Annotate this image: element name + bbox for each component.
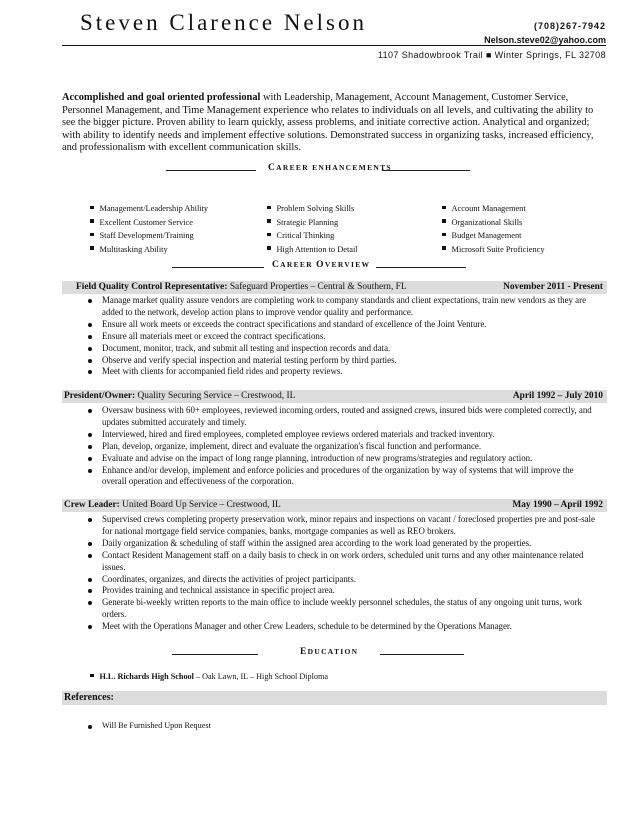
heading-initial-2: O	[316, 260, 325, 270]
skill-item: Critical Thinking	[267, 231, 358, 245]
heading-initial: E	[300, 647, 308, 657]
job-company: United Board Up Service – Crestwood, IL	[119, 500, 281, 510]
skill-item: Management/Leadership Ability	[90, 204, 208, 218]
list-item: Observe and verify special inspection and material testing perform by third parties.	[88, 355, 600, 367]
summary-lead: Accomplished and goal oriented professional	[62, 92, 261, 103]
job-bullets	[88, 514, 600, 633]
career-enhancements-heading	[62, 162, 608, 176]
skills-column-1	[90, 204, 208, 258]
skill-item: Budget Management	[442, 231, 545, 245]
heading-rule-right	[382, 170, 470, 171]
square-bullet-icon	[90, 233, 94, 237]
bullet-icon	[88, 409, 92, 413]
list-item: Daily organization & scheduling of staff within the assigned area according to the work load generated by the properties.	[88, 538, 600, 550]
heading-rule-left	[172, 654, 258, 655]
square-bullet-icon	[90, 246, 94, 250]
phone-number: (708)267-7942	[533, 21, 606, 31]
job-dates: November 2011 - Present	[503, 282, 603, 292]
header-divider	[62, 45, 606, 46]
bullet-icon	[88, 725, 92, 729]
skill-item: Microsoft Suite Proficiency	[442, 245, 545, 259]
job-company: Quality Securing Service – Crestwood, IL	[135, 391, 296, 401]
square-bullet-icon	[267, 219, 271, 223]
bullet-icon	[88, 457, 92, 461]
skill-item: High Attention to Detail	[267, 245, 358, 259]
job-header-bar	[62, 390, 607, 403]
bullet-icon	[88, 542, 92, 546]
square-bullet-icon	[267, 206, 271, 210]
square-bullet-icon	[90, 206, 94, 210]
heading-label	[272, 260, 370, 270]
skill-item: Excellent Customer Service	[90, 218, 208, 232]
career-overview-heading	[62, 259, 608, 273]
bullet-icon	[88, 625, 92, 629]
bullet-icon	[88, 589, 92, 593]
bullet-icon	[88, 578, 92, 582]
summary-text: with Leadership, Management, Account Management, Customer Service, Personnel Management, and Time Management experience who relates to individuals on all levels, and cultivating the ability to see the bigger picture. Proven ability to learn quickly, assess problems, and initiate corrective action. Analytical and organized; with ability to identify needs and implement effective solutions. Demonstrated success in organizing tasks, increased efficiency, and professionalism with excellent communication skills.	[62, 92, 594, 154]
bullet-icon	[88, 518, 92, 522]
skill-item: Account Management	[442, 204, 545, 218]
bullet-icon	[88, 554, 92, 558]
job-title-line	[64, 499, 281, 512]
job-title: President/Owner:	[64, 391, 136, 401]
list-item: Provides training and technical assistance in specific project area.	[88, 585, 600, 597]
professional-summary	[62, 92, 608, 155]
job-dates: May 1990 – April 1992	[512, 500, 603, 510]
list-item: Meet with clients for accompanied field rides and property reviews.	[88, 366, 600, 378]
skill-item: Problem Solving Skills	[267, 204, 358, 218]
job-title: Crew Leader:	[64, 500, 120, 510]
heading-label	[300, 647, 358, 657]
skill-item: Staff Development/Training	[90, 231, 208, 245]
references-heading: References:	[64, 692, 114, 703]
candidate-name: Steven Clarence Nelson	[80, 10, 367, 35]
heading-rule-right	[380, 654, 464, 655]
job-company: Safeguard Properties – Central & Southern, FL	[227, 282, 407, 292]
education-item	[90, 672, 328, 681]
heading-initial: C	[272, 260, 281, 270]
job-title: Field Quality Control Representative:	[76, 282, 228, 292]
heading-mid: AREER	[280, 260, 317, 269]
job-title-line	[64, 390, 295, 403]
heading-initial: C	[268, 163, 277, 173]
list-item: Enhance and/or develop, implement and enforce policies and procedures of the organization by way of systems that will improve the overall operation and effectiveness of the corporation.	[88, 465, 600, 489]
square-bullet-icon	[442, 206, 446, 210]
list-item: Ensure all work meets or exceeds the contract specifications and standard of excellence of the Joint Venture.	[88, 319, 600, 331]
heading-rule-left	[172, 267, 264, 268]
list-item: Plan, develop, organize, implement, direct and evaluate the organization's fiscal function and performance.	[88, 441, 600, 453]
references-text: Will Be Furnished Upon Request	[102, 721, 211, 730]
bullet-icon	[88, 359, 92, 363]
heading-rest: VERVIEW	[324, 260, 371, 269]
square-bullet-icon	[90, 674, 94, 678]
school-detail: – Oak Lawn, IL – High School Diploma	[193, 672, 328, 681]
heading-label	[268, 163, 392, 173]
list-item: Oversaw business with 60+ employees, reviewed incoming orders, routed and assigned crews, insured bids were completed correctly, and updates submitted accurately and timely.	[88, 405, 600, 429]
heading-rest: DUCATION	[307, 647, 359, 656]
list-item: Ensure all materials meet or exceed the contract specifications.	[88, 331, 600, 343]
references-item	[88, 721, 211, 730]
list-item: Supervised crews completing property preservation work, minor repairs and inspections on vacant / foreclosed properties pre and post-sale for national mortgage field service companies, banks, mortgage companies as well as REO brokers.	[88, 514, 600, 538]
bullet-icon	[88, 445, 92, 449]
bullet-icon	[88, 347, 92, 351]
skill-item: Organizational Skills	[442, 218, 545, 232]
list-item: Coordinates, organizes, and directs the activities of project participants.	[88, 574, 600, 586]
list-item: Document, monitor, track, and submit all testing and inspection records and data.	[88, 343, 600, 355]
list-item: Contact Resident Management staff on a daily basis to check in on work orders, scheduled unit turns and any other maintenance related issues.	[88, 550, 600, 574]
bullet-icon	[88, 433, 92, 437]
bullet-icon	[88, 335, 92, 339]
job-header-bar	[62, 499, 607, 512]
bullet-icon	[88, 370, 92, 374]
email-address: Nelson.steve02@yahoo.com	[484, 35, 606, 45]
job-header-bar	[62, 281, 607, 294]
square-bullet-icon	[267, 233, 271, 237]
skills-column-3	[442, 204, 545, 258]
skill-item: Multitasking Ability	[90, 245, 208, 259]
square-bullet-icon	[267, 246, 271, 250]
list-item: Interviewed, hired and fired employees, completed employee reviews ordered materials and tracked inventory.	[88, 429, 600, 441]
square-bullet-icon	[442, 246, 446, 250]
mailing-address: 1107 Shadowbrook Trail ■ Winter Springs, FL 32708	[377, 50, 606, 60]
list-item: Meet with the Operations Manager and other Crew Leaders, schedule to be determined by the Operations Manager.	[88, 621, 600, 633]
heading-rule-right	[376, 267, 466, 268]
bullet-icon	[88, 601, 92, 605]
bullet-icon	[88, 323, 92, 327]
square-bullet-icon	[442, 219, 446, 223]
job-dates: April 1992 – July 2010	[512, 391, 603, 401]
bullet-icon	[88, 299, 92, 303]
job-bullets	[88, 295, 600, 378]
job-bullets	[88, 405, 600, 488]
heading-rest: AREER ENHANCEMENTS	[276, 163, 392, 172]
list-item: Manage market quality assure vendors are completing work to company standards and client expectations, train new vendors as they are added to the network, develop action plans to improve vendor quality and performance.	[88, 295, 600, 319]
job-title-line	[76, 281, 407, 294]
school-name: H.L. Richards High School	[99, 672, 194, 681]
heading-rule-left	[166, 170, 256, 171]
references-header-bar	[62, 691, 607, 705]
square-bullet-icon	[442, 233, 446, 237]
skills-column-2	[267, 204, 358, 258]
list-item: Generate bi-weekly written reports to the main office to include weekly personnel schedules, the status of any ongoing unit turns, work orders.	[88, 597, 600, 621]
square-bullet-icon	[90, 219, 94, 223]
education-heading	[62, 646, 608, 660]
bullet-icon	[88, 469, 92, 473]
skill-item: Strategic Planning	[267, 218, 358, 232]
list-item: Evaluate and advise on the impact of long range planning, introduction of new programs/strategies and regulatory action.	[88, 453, 600, 465]
